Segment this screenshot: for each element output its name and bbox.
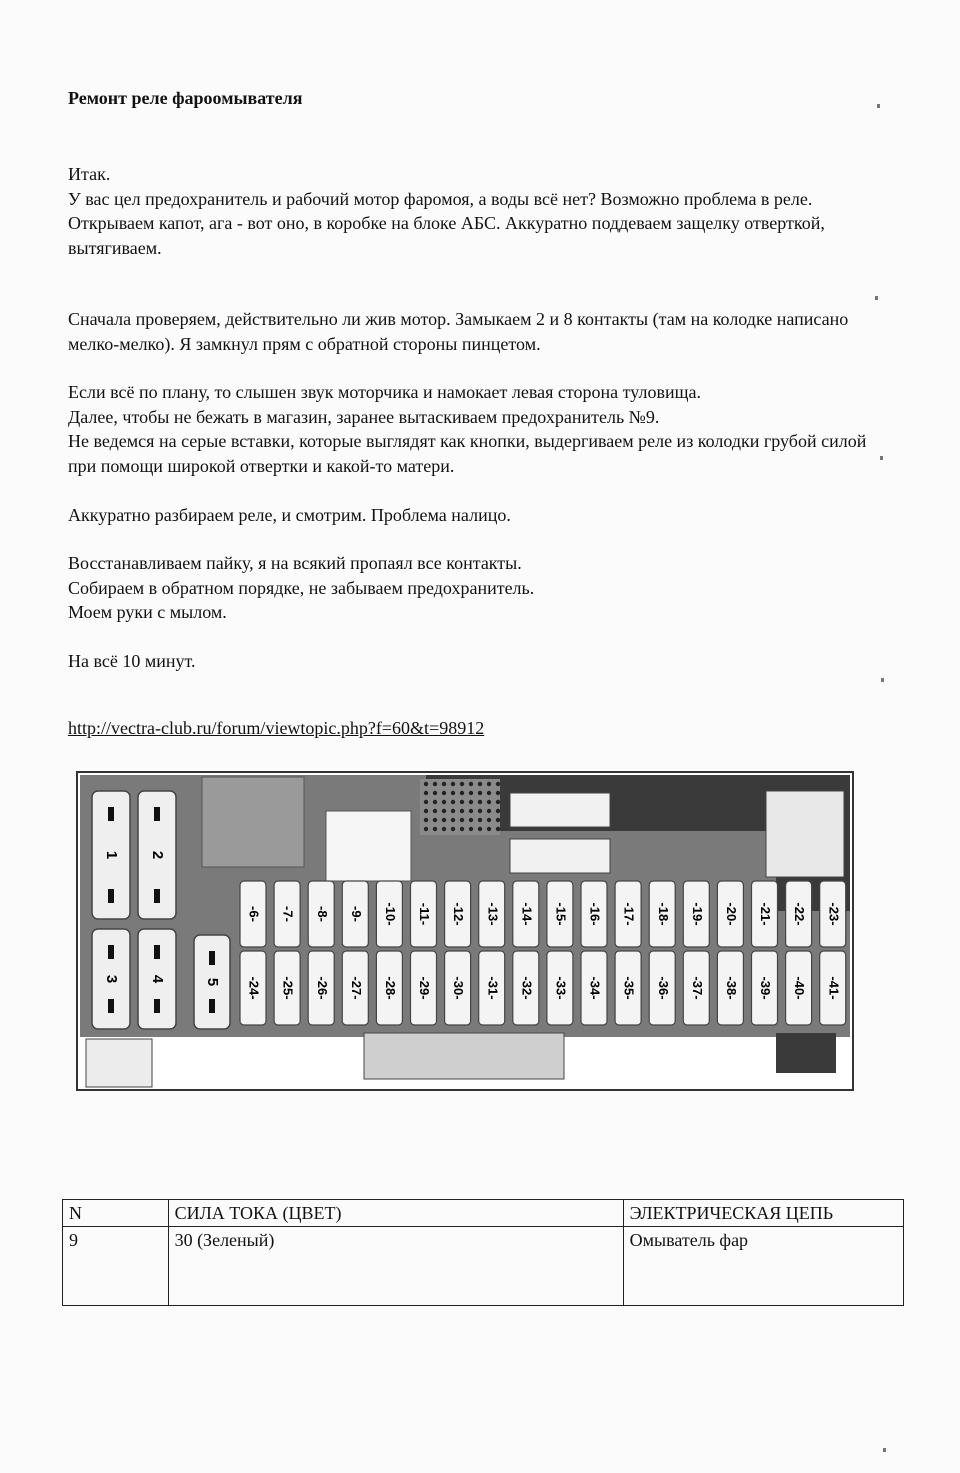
- fuse-28: [376, 951, 402, 1025]
- relay-4: [138, 929, 176, 1029]
- text-line: Если всё по плану, то слышен звук моторчика и намокает левая сторона туловища.: [68, 382, 701, 402]
- fuse-label: -20-: [723, 902, 739, 926]
- fuse-20: [717, 881, 743, 947]
- header-circuit: ЭЛЕКТРИЧЕСКАЯ ЦЕПЬ: [623, 1200, 903, 1227]
- bottom-tab: [86, 1039, 152, 1087]
- text-line: У вас цел предохранитель и рабочий мотор фаромоя, а воды всё нет? Возможно проблема в реле.: [68, 188, 813, 209]
- fuse-18: [649, 881, 675, 947]
- fuse-25: [274, 951, 300, 1025]
- fuse-24: [240, 951, 266, 1025]
- fuse-label: -41-: [826, 976, 842, 1000]
- fuse-29: [411, 951, 437, 1025]
- paragraph-intro: [68, 162, 898, 260]
- pin-dot: [433, 827, 437, 831]
- fuse-32: [513, 951, 539, 1025]
- relay-3: [92, 929, 130, 1029]
- fuse-13: [479, 881, 505, 947]
- paragraph-duration: [68, 649, 898, 674]
- pin-dot: [487, 818, 491, 822]
- fuse-label: -33-: [553, 976, 569, 1000]
- pin-dot: [487, 809, 491, 813]
- pin-dot: [424, 809, 428, 813]
- fuse-label: -28-: [382, 976, 398, 1000]
- pin-dot: [496, 791, 500, 795]
- pin-dot: [487, 827, 491, 831]
- pin-dot: [433, 818, 437, 822]
- fuse-label: -13-: [485, 902, 501, 926]
- relay-pin: [154, 945, 160, 959]
- relay-label: 5: [204, 977, 222, 987]
- pin-dot: [469, 827, 473, 831]
- fuse-22: [786, 881, 812, 947]
- fuse-6: [240, 881, 266, 947]
- pin-dot: [478, 782, 482, 786]
- fuse-label: -14-: [519, 902, 535, 926]
- cell-circuit: Омыватель фар: [623, 1227, 903, 1306]
- table-header-row: [63, 1200, 904, 1227]
- pin-dot: [469, 782, 473, 786]
- fuse-label: -22-: [792, 902, 808, 926]
- text-line: Восстанавливаем пайку, я на всякий пропаял все контакты.: [68, 553, 522, 573]
- fuse-8: [308, 881, 334, 947]
- fuse-label: -36-: [655, 976, 671, 1000]
- header-number: N: [63, 1200, 169, 1227]
- pin-dot: [451, 827, 455, 831]
- relay-label: 4: [149, 974, 167, 984]
- text-line: Моем руки с мылом.: [68, 602, 227, 622]
- pin-dot: [487, 791, 491, 795]
- cell-number: 9: [63, 1227, 169, 1306]
- scan-speck: [875, 296, 878, 300]
- bottom-connector: [364, 1033, 564, 1079]
- pin-dot: [442, 809, 446, 813]
- fuse-label: -35-: [621, 976, 637, 1000]
- fuse-label: -21-: [758, 902, 774, 926]
- relay-label: 3: [103, 974, 121, 984]
- bottom-clip: [776, 1033, 836, 1073]
- pin-dot: [451, 809, 455, 813]
- pin-dot: [460, 827, 464, 831]
- fuse-label: -30-: [451, 976, 467, 1000]
- document-title: Ремонт реле фароомывателя: [68, 88, 303, 108]
- pin-dot: [478, 827, 482, 831]
- pin-dot: [424, 782, 428, 786]
- pin-dot: [478, 818, 482, 822]
- text-line: Не ведемся на серые вставки, которые выглядят как кнопки, выдергиваем реле из колодки грубой силой при помощи широкой отвертки и какой-то матери.: [68, 431, 867, 476]
- relay-pin: [209, 951, 215, 965]
- fuse-21: [752, 881, 778, 947]
- pin-dot: [424, 818, 428, 822]
- pin-dot: [424, 800, 428, 804]
- fuse-label: -31-: [485, 976, 501, 1000]
- fuse-box-svg: [76, 771, 854, 1091]
- paragraph-remove-relay: [68, 380, 898, 478]
- fuse-label: -27-: [348, 976, 364, 1000]
- fuse-label: -6-: [246, 906, 262, 922]
- pin-dot: [442, 827, 446, 831]
- source-link[interactable]: http://vectra-club.ru/forum/viewtopic.php?f=60&t=98912: [68, 718, 485, 738]
- relay-pin: [108, 807, 114, 821]
- pin-dot: [442, 800, 446, 804]
- text-line: Открываем капот, ага - вот оно, в коробке на блоке АБС. Аккуратно поддеваем защелку отверткой, вытягиваем.: [68, 213, 825, 258]
- relay-pin: [209, 999, 215, 1013]
- fuse-26: [308, 951, 334, 1025]
- pin-dot: [478, 809, 482, 813]
- relay-pin: [108, 945, 114, 959]
- fuse-16: [581, 881, 607, 947]
- fuse-11: [411, 881, 437, 947]
- relay-1: [92, 791, 130, 919]
- pin-dot: [469, 791, 473, 795]
- fuse-23: [820, 881, 846, 947]
- scan-speck: [881, 678, 884, 682]
- fuse-label: -40-: [792, 976, 808, 1000]
- fuse-info-table: [62, 1199, 904, 1306]
- pin-dot: [424, 827, 428, 831]
- scan-speck: [883, 1448, 886, 1452]
- fuse-label: -8-: [314, 906, 330, 922]
- table-row: [63, 1227, 904, 1306]
- connector-grid: [420, 779, 500, 835]
- text-line: Аккуратно разбираем реле, и смотрим. Проблема налицо.: [68, 505, 511, 525]
- fuse-37: [683, 951, 709, 1025]
- pin-dot: [496, 800, 500, 804]
- fuse-27: [342, 951, 368, 1025]
- header-current: СИЛА ТОКА (ЦВЕТ): [168, 1200, 623, 1227]
- pin-dot: [487, 782, 491, 786]
- pin-dot: [496, 809, 500, 813]
- fuse-label: -26-: [314, 976, 330, 1000]
- pin-dot: [460, 791, 464, 795]
- relay-pin: [108, 889, 114, 903]
- fuse-label: -34-: [587, 976, 603, 1000]
- pin-dot: [442, 791, 446, 795]
- fuse-label: -7-: [280, 906, 296, 922]
- fuse-10: [376, 881, 402, 947]
- fuse-label: -11-: [417, 902, 433, 926]
- relay-label: 2: [149, 850, 167, 860]
- pin-dot: [496, 827, 500, 831]
- text-line: Собираем в обратном порядке, не забываем предохранитель.: [68, 577, 535, 598]
- cover-clip: [766, 791, 844, 877]
- fuse-14: [513, 881, 539, 947]
- pin-dot: [433, 809, 437, 813]
- paragraph-check-motor: [68, 307, 898, 356]
- relay-pin: [154, 889, 160, 903]
- fuse-label: -15-: [553, 902, 569, 926]
- spare-fuse-holder: [510, 839, 610, 873]
- fuse-label: -17-: [621, 902, 637, 926]
- relay-pin: [108, 999, 114, 1013]
- relay-pin: [154, 999, 160, 1013]
- fuse-38: [717, 951, 743, 1025]
- scan-speck: [880, 456, 883, 460]
- pin-dot: [487, 800, 491, 804]
- pin-dot: [451, 782, 455, 786]
- fuse-label: -37-: [689, 976, 705, 1000]
- paragraph-disassemble: [68, 503, 898, 528]
- fuse-30: [445, 951, 471, 1025]
- fuse-label: -38-: [723, 976, 739, 1000]
- relay-5: [194, 935, 230, 1029]
- fuse-label: -19-: [689, 902, 705, 926]
- pin-dot: [424, 791, 428, 795]
- pin-dot: [478, 800, 482, 804]
- pin-dot: [469, 818, 473, 822]
- fuse-19: [683, 881, 709, 947]
- pin-dot: [460, 782, 464, 786]
- fuse-label: -24-: [246, 976, 262, 1000]
- pin-dot: [496, 782, 500, 786]
- scan-speck: [877, 104, 880, 108]
- pin-dot: [433, 782, 437, 786]
- pin-dot: [469, 809, 473, 813]
- fuse-7: [274, 881, 300, 947]
- fuse-label: -32-: [519, 976, 535, 1000]
- fuse-label: -9-: [348, 906, 364, 922]
- text-line: Далее, чтобы не бежать в магазин, заранее вытаскиваем предохранитель №9.: [68, 406, 660, 427]
- pin-dot: [433, 800, 437, 804]
- fuse-box-diagram: [76, 771, 854, 1091]
- relay-label: 1: [103, 850, 121, 860]
- fuse-label: -18-: [655, 902, 671, 926]
- fuse-label: -10-: [382, 902, 398, 926]
- pin-dot: [460, 800, 464, 804]
- fuse-35: [615, 951, 641, 1025]
- pin-dot: [451, 791, 455, 795]
- fuse-label: -39-: [758, 976, 774, 1000]
- pin-dot: [496, 818, 500, 822]
- fuse-31: [479, 951, 505, 1025]
- paragraph-repair: [68, 551, 898, 625]
- fuse-40: [786, 951, 812, 1025]
- fuse-label: -25-: [280, 976, 296, 1000]
- text-line: На всё 10 минут.: [68, 651, 196, 671]
- fuse-label: -29-: [417, 976, 433, 1000]
- relay-socket-empty: [202, 777, 304, 867]
- pin-dot: [442, 818, 446, 822]
- cell-current: 30 (Зеленый): [168, 1227, 623, 1306]
- fuse-41: [820, 951, 846, 1025]
- pin-dot: [442, 782, 446, 786]
- fuse-9: [342, 881, 368, 947]
- fuse-label: -12-: [451, 902, 467, 926]
- fuse-36: [649, 951, 675, 1025]
- relay-2: [138, 791, 176, 919]
- fuse-label: -23-: [826, 902, 842, 926]
- fuse-12: [445, 881, 471, 947]
- pin-dot: [451, 800, 455, 804]
- pin-dot: [460, 818, 464, 822]
- text-line: Сначала проверяем, действительно ли жив мотор. Замыкаем 2 и 8 контакты (там на колодке написано мелко-мелко). Я замкнул прям с обратной стороны пинцетом.: [68, 309, 849, 354]
- pin-dot: [433, 791, 437, 795]
- pin-dot: [469, 800, 473, 804]
- relay-pin: [154, 807, 160, 821]
- pin-dot: [478, 791, 482, 795]
- fuse-34: [581, 951, 607, 1025]
- spare-fuse-holder: [510, 793, 610, 827]
- fuse-33: [547, 951, 573, 1025]
- text-line: Итак.: [68, 164, 111, 184]
- pin-dot: [451, 818, 455, 822]
- relay-socket-white: [326, 811, 411, 881]
- fuse-39: [752, 951, 778, 1025]
- pin-dot: [460, 809, 464, 813]
- fuse-17: [615, 881, 641, 947]
- fuse-label: -16-: [587, 902, 603, 926]
- fuse-15: [547, 881, 573, 947]
